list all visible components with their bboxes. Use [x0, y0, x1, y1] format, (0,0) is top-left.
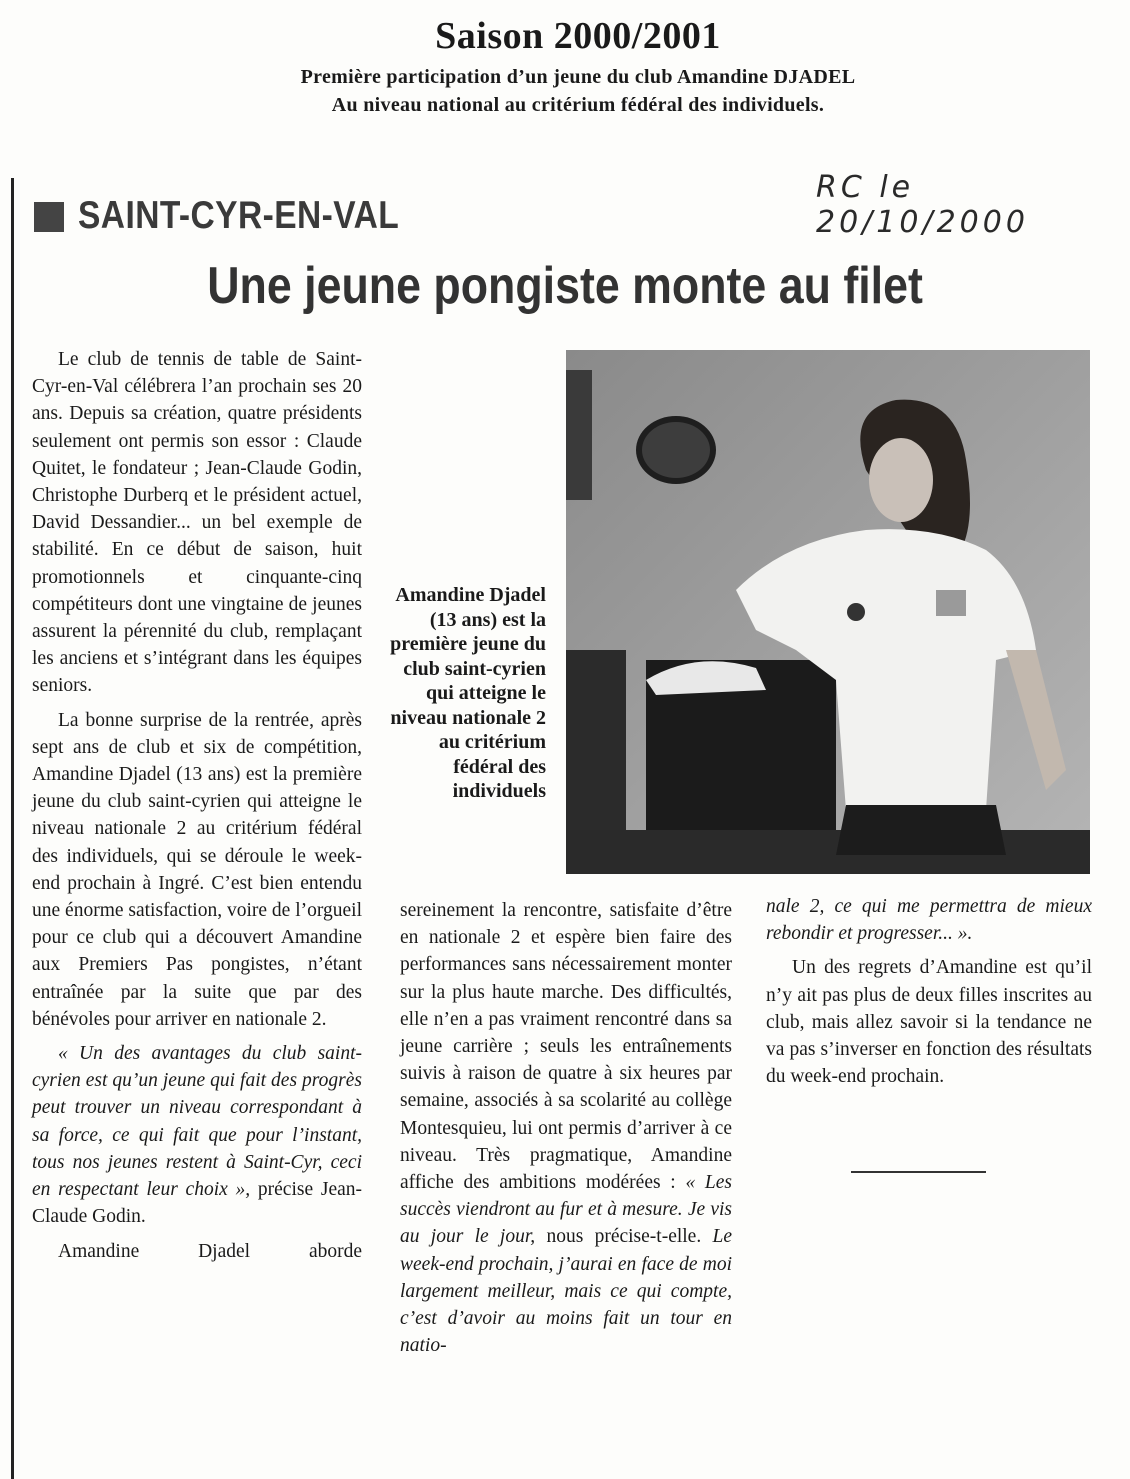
article-paragraph-4-continued: [400, 897, 732, 1359]
handwritten-date-note: RC le 20/10/2000: [816, 170, 1029, 240]
article-column-3: [766, 893, 1092, 1090]
player-quote-part-3: nale 2, ce qui me permettra de mieux rebondir et progresser... ».: [766, 896, 1092, 945]
clipping-left-rule: [11, 178, 14, 1479]
article-end-rule: [851, 1171, 986, 1173]
article-column-1: [32, 346, 362, 1265]
photo-caption: Amandine Djadel (13 ans) est la première jeune du club saint-cyrien qui atteigne le niveau nationale 2 au critérium fédéral des individuels: [390, 584, 546, 802]
player-photo: [566, 350, 1090, 874]
page-subtitle-line-1: Première participation d’un jeune du club Amandine DJADEL: [300, 66, 856, 88]
article-paragraph-3: [32, 1040, 362, 1230]
player-quote-part-1: « Les succès viendront au fur et à mesure. Je vis au jour le jour,: [400, 1172, 733, 1248]
article-column-2: [400, 897, 732, 1359]
article-paragraph-1: Le club de tennis de table de Saint-Cyr-en-Val célébrera l’an prochain ses 20 ans. Depuis sa création, quatre présidents seulement ont permis son essor : Claude Quitet, le fondateur ; Jean-Claude Godin, Christophe Durberq et le président actuel, David Dessandier... un bel exemple de stabilité. En ce début de saison, huit promotionnels et cinquante-cinq compétiteurs dont une vingtaine de jeunes assurent la pérennité du club, remplaçant les anciens et s’intégrant dans les équipes seniors.: [32, 349, 362, 697]
club-president-quote: « Un des avantages du club saint-cyrien est qu’un jeune qui fait des progrès peut trouver un niveau correspondant à sa force, ce qui fait que pour l’instant, tous nos jeunes restent à Saint-Cyr, ceci en respectant leur choix »,: [32, 1043, 362, 1201]
page-subtitle-line-2: Au niveau national au critérium fédéral des individuels.: [331, 94, 825, 116]
article-headline: [0, 256, 1130, 316]
article-paragraph-4-start: Amandine Djadel aborde: [58, 1240, 362, 1262]
quote-attribution: précise Jean-Claude Godin.: [32, 1179, 363, 1228]
paragraph-4-body: sereinement la rencontre, satisfaite d’être en nationale 2 et espère bien faire des performances sans nécessairement monter sur la plus haute marche. Des difficultés, elle n’en a pas vraiment rencontré dans sa jeune carrière ; seuls les entraînements suivis à raison de quatre à six heures par semaine, associés à sa scolarité au collège Montesquieu, lui ont permis d’arriver à ce niveau. Très pragmatique, Amandine affiche des ambitions modérées :: [400, 900, 732, 1194]
kicker-square-icon: [34, 202, 64, 232]
section-kicker: SAINT-CYR-EN-VAL: [78, 194, 400, 237]
player-quote-attribution: nous précise-t-elle.: [546, 1226, 702, 1248]
page-title: Saison 2000/2001: [435, 15, 721, 57]
article-paragraph-5: Un des regrets d’Amandine est qu’il n’y ait pas plus de deux filles inscrites au club, mais allez savoir si la tendance ne va pas s’inverser en fonction des résultats du week-end prochain.: [766, 957, 1092, 1088]
player-quote-part-2: Le week-end prochain, j’aurai en face de moi largement meilleur, mais ce qui compte, c’est d’avoir au moins fait un tour en natio-: [400, 1226, 733, 1357]
article-headline-text: Une jeune pongiste monte au filet: [207, 257, 923, 315]
article-paragraph-2: La bonne surprise de la rentrée, après sept ans de club et six de compétition, Amandine Djadel (13 ans) est la première jeune du club saint-cyrien qui atteigne le niveau nationale 2 au critérium fédéral des individuels, qui se déroule le week-end prochain à Ingré. C’est bien entendu une énorme satisfaction, voire de l’orgueil pour ce club qui a découvert Amandine aux Premiers Pas pongistes, n’étant entraînée par la suite que par des bénévoles pour arriver en nationale 2.: [32, 709, 362, 1030]
